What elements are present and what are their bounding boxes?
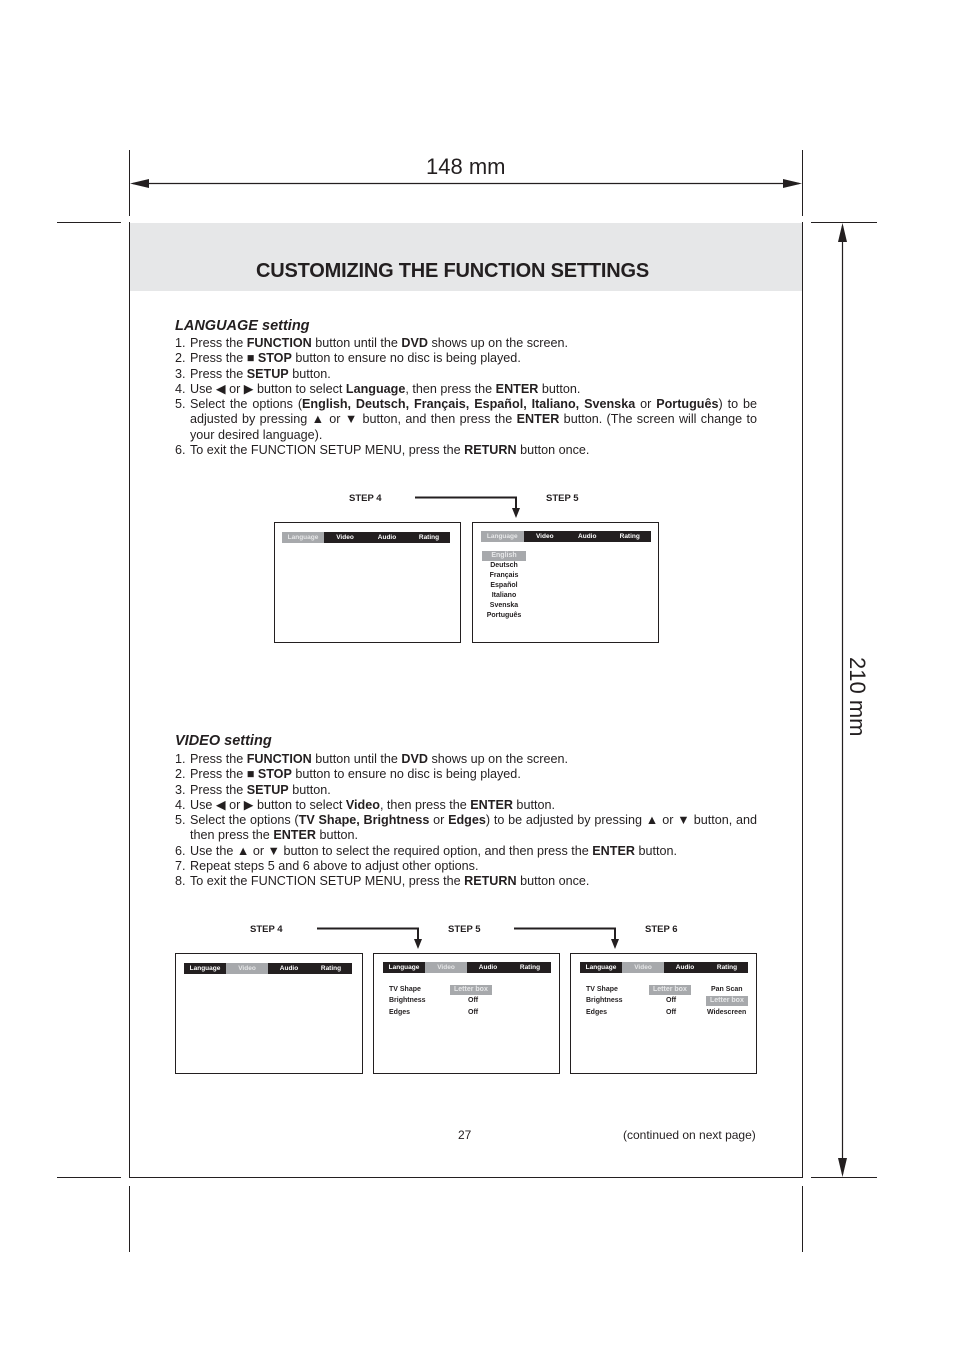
tab-rating: Rating (716, 964, 738, 971)
tab-language: Language (585, 964, 617, 971)
tab-video: Video (336, 534, 354, 541)
value-brightness: Off (468, 997, 479, 1004)
tab-video: Video (226, 963, 268, 974)
page-number: 27 (458, 1128, 472, 1142)
option-brightness: Brightness (389, 997, 426, 1004)
instruction-step (175, 351, 757, 366)
setup-menu-screen (175, 953, 363, 1074)
choice-letter-box: Letter box (706, 996, 748, 1006)
language-option: Português (486, 612, 522, 619)
tab-language: Language (282, 532, 324, 543)
step-number: 4. (175, 797, 186, 812)
instruction-step (175, 798, 757, 813)
step-number: 1. (175, 752, 186, 766)
tab-rating: Rating (320, 965, 342, 972)
tab-language: Language (481, 531, 524, 542)
video-steps-list (175, 752, 757, 890)
option-tv-shape: TV Shape (586, 986, 618, 993)
step-number: 1. (175, 336, 186, 350)
setup-menu-screen (373, 953, 560, 1074)
step-text: Use the ▲ or ▼ button to select the required option, and then press the ENTER button. (190, 843, 677, 858)
crop-mark (57, 222, 121, 223)
step-label: STEP 6 (645, 924, 678, 935)
instruction-step (175, 336, 757, 351)
setup-menu-screen (472, 522, 659, 643)
step-arrow (513, 927, 625, 951)
tab-language: Language (388, 964, 420, 971)
step-text: To exit the FUNCTION SETUP MENU, press the RETURN button once. (190, 443, 590, 458)
tab-rating: Rating (418, 534, 440, 541)
language-option: Français (489, 572, 519, 579)
step-text: Press the ■ STOP button to ensure no disc is being played. (190, 767, 521, 782)
step-number: 7. (175, 859, 186, 874)
choice-widescreen: Widescreen (707, 1009, 747, 1016)
setup-menu-screen (274, 522, 461, 643)
step-text: Press the ■ STOP button to ensure no disc is being played. (190, 351, 521, 366)
step-label: STEP 4 (250, 924, 283, 935)
setup-menu-screen (570, 953, 757, 1074)
instruction-step (175, 397, 757, 443)
crop-mark (129, 1186, 130, 1252)
language-section-heading: LANGUAGE setting (175, 318, 310, 334)
step-number: 6. (175, 843, 186, 858)
menu-tab-bar (580, 962, 748, 973)
page-frame-right (802, 222, 803, 1178)
page-frame-bottom (129, 1177, 803, 1178)
step-number: 2. (175, 351, 186, 366)
instruction-step (175, 783, 757, 798)
language-option: Italiano (491, 592, 517, 599)
menu-tab-bar (481, 531, 651, 542)
instruction-step (175, 443, 757, 458)
step-text: Repeat steps 5 and 6 above to adjust other options. (190, 859, 479, 874)
instruction-step (175, 844, 757, 859)
width-dimension-label: 148 mm (426, 154, 506, 179)
instruction-step (175, 367, 757, 382)
step-text: Select the options (TV Shape, Brightness or Edges) to be adjusted by pressing ▲ or ▼ button, and then press the ENTER button. (190, 813, 758, 843)
step-text: Use ◀ or ▶ button to select Video, then press the ENTER button. (190, 797, 555, 812)
tab-audio: Audio (279, 965, 299, 972)
value-edges: Off (666, 1009, 677, 1016)
page-title: CUSTOMIZING THE FUNCTION SETTINGS (256, 260, 650, 282)
option-brightness: Brightness (586, 997, 623, 1004)
value-edges: Off (468, 1009, 479, 1016)
option-tv-shape: TV Shape (389, 986, 421, 993)
tab-rating: Rating (519, 964, 541, 971)
step-text: Press the SETUP button. (190, 782, 331, 797)
menu-tab-bar (282, 532, 450, 543)
tab-rating: Rating (619, 533, 640, 540)
step-text: To exit the FUNCTION SETUP MENU, press the RETURN button once. (190, 874, 590, 889)
language-options (482, 551, 526, 621)
step-arrow (414, 496, 526, 520)
language-option: English (482, 551, 526, 561)
instruction-step (175, 874, 757, 889)
step-label: STEP 4 (349, 493, 382, 504)
step-number: 3. (175, 782, 186, 797)
step-text: Select the options (English, Deutsch, Français, Español, Italiano, Svenska or Português) to be adjusted by pressing ▲ or ▼ button, and then press the ENTER button. (The screen will change to your desired language). (190, 397, 758, 442)
value-tv-shape: Letter box (450, 985, 492, 995)
page-frame-left (129, 222, 130, 1178)
tab-audio: Audio (578, 533, 597, 540)
instruction-step (175, 767, 757, 782)
video-section-heading: VIDEO setting (175, 733, 272, 749)
tab-video: Video (622, 962, 664, 973)
option-edges: Edges (389, 1009, 411, 1016)
continued-note: (continued on next page) (623, 1128, 756, 1142)
language-steps-list (175, 336, 757, 458)
language-option: Deutsch (490, 562, 518, 569)
tab-video: Video (425, 962, 467, 973)
step-text: Press the SETUP button. (190, 366, 331, 381)
instruction-step (175, 382, 757, 397)
instruction-step (175, 859, 757, 874)
language-option: Español (490, 582, 518, 589)
crop-mark (802, 1186, 803, 1252)
step-number: 4. (175, 381, 186, 396)
option-edges: Edges (586, 1009, 608, 1016)
step-text: Press the FUNCTION button until the DVD shows up on the screen. (190, 752, 568, 766)
menu-tab-bar (184, 963, 352, 974)
tab-language: Language (189, 965, 221, 972)
step-arrow (316, 927, 428, 951)
step-number: 5. (175, 397, 186, 412)
step-number: 3. (175, 366, 186, 381)
choice-pan-scan: Pan Scan (711, 986, 743, 993)
height-dimension-label: 210 mm (845, 657, 870, 737)
step-text: Use ◀ or ▶ button to select Language, then press the ENTER button. (190, 381, 581, 396)
value-tv-shape: Letter box (649, 985, 691, 995)
step-number: 5. (175, 813, 186, 828)
language-option: Svenska (489, 602, 519, 609)
step-number: 2. (175, 767, 186, 782)
tab-audio: Audio (478, 964, 498, 971)
step-label: STEP 5 (546, 493, 579, 504)
step-number: 8. (175, 874, 186, 889)
crop-mark (57, 1177, 121, 1178)
menu-tab-bar (383, 962, 551, 973)
instruction-step (175, 813, 757, 844)
tab-audio: Audio (675, 964, 695, 971)
tab-video: Video (535, 533, 554, 540)
instruction-step (175, 752, 757, 767)
value-brightness: Off (666, 997, 677, 1004)
step-number: 6. (175, 443, 186, 458)
step-text: Press the FUNCTION button until the DVD shows up on the screen. (190, 336, 568, 350)
tab-audio: Audio (377, 534, 397, 541)
step-label: STEP 5 (448, 924, 481, 935)
